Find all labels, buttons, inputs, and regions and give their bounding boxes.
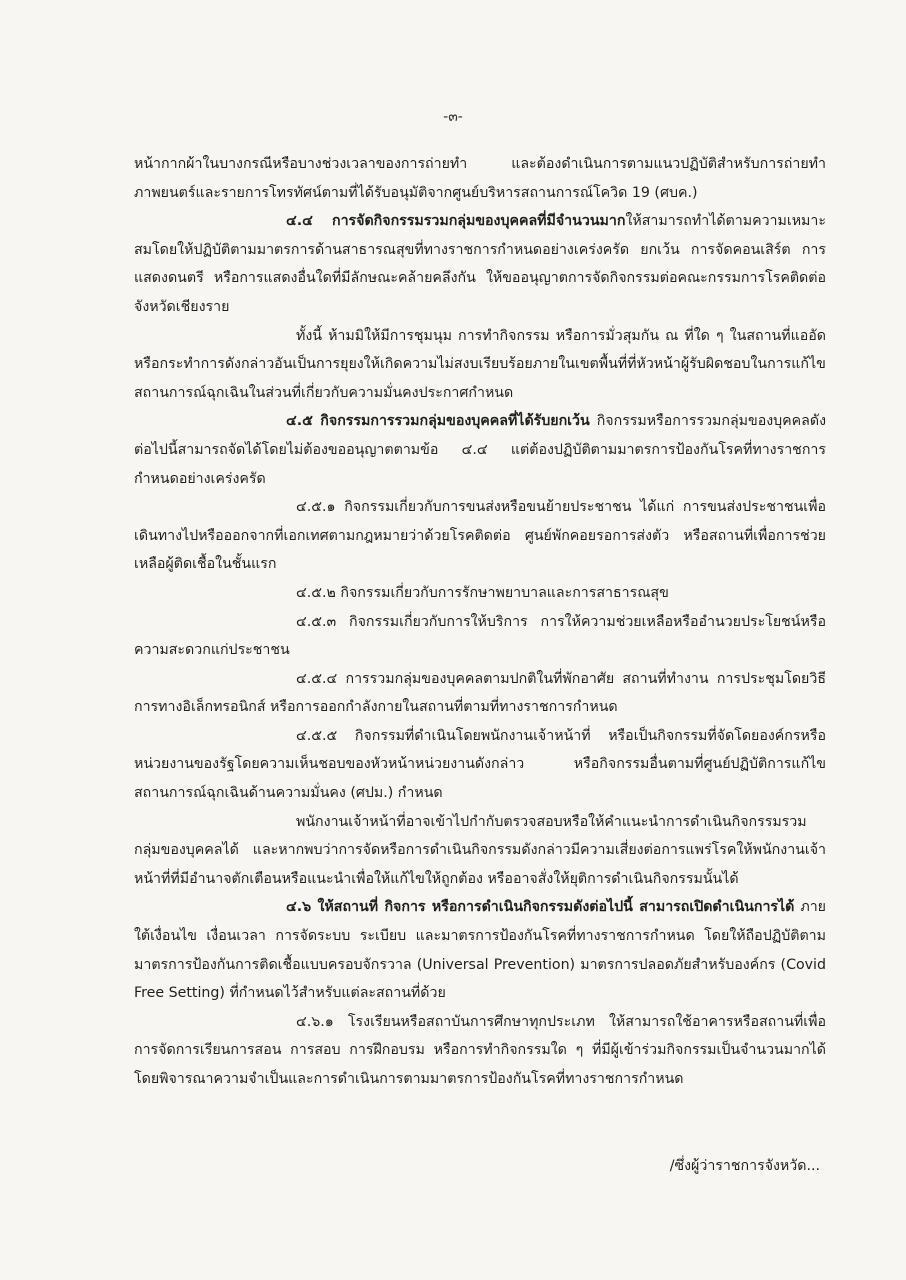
section-4-4 bbox=[134, 207, 826, 321]
paragraph-text: ๔.๕.๔ การรวมกลุ่มของบุคคลตามปกติในที่พักอาศัย สถานที่ทำงาน การประชุมโดยวิธีการทางอิเล็กทรอนิกส์ หรือการออกกำลังกายในสถานที่ตามที่ทางราชการกำหนด bbox=[134, 670, 826, 716]
paragraph-mask-filming bbox=[134, 150, 826, 207]
item-4-5-1 bbox=[134, 493, 826, 579]
item-4-5-2 bbox=[134, 579, 826, 608]
paragraph-text: กิจกรรมหรือการรวมกลุ่มของบุคคลดังต่อไปนี้สามารถจัดได้โดยไม่ต้องขออนุญาตตามข้อ ๔.๔ แต่ต้องปฏิบัติตามมาตรการป้องกันโรคที่ทางราชการกำหนดอย่างเคร่งครัด bbox=[134, 413, 826, 487]
paragraph-text: ให้สามารถทำได้ตามความเหมาะสมโดยให้ปฏิบัติตามมาตรการด้านสาธารณสุขที่ทางราชการกำหนดอย่างเคร่งครัด ยกเว้น การจัดคอนเสิร์ต การแสดงดนตรี หรือการแสดงอื่นใดที่มีลักษณะคล้ายคลึงกัน ให้ขออนุญาตการจัดกิจกรรมต่อคณะกรรมการโรคติดต่อจังหวัดเชียงราย bbox=[134, 213, 826, 315]
page-number: -๓- bbox=[443, 109, 463, 125]
continuation-note: /ซึ่งผู้ว่าราชการจังหวัด... bbox=[669, 1158, 820, 1174]
section-4-5 bbox=[134, 407, 826, 493]
item-4-5-4 bbox=[134, 665, 826, 722]
document-body bbox=[134, 150, 826, 1094]
section-heading: ๔.๔ การจัดกิจกรรมรวมกลุ่มของบุคคลที่มีจำนวนมาก bbox=[286, 213, 626, 230]
section-4-6 bbox=[134, 893, 826, 1007]
item-4-5-5 bbox=[134, 722, 826, 808]
paragraph-text: ภายใต้เงื่อนไข เงื่อนเวลา การจัดระบบ ระเบียบ และมาตรการป้องกันโรคที่ทางราชการกำหนด โดยให้ถือปฏิบัติตามมาตรการป้องกันการติดเชื้อแบบครอบจักรวาล (Universal Prevention) มาตรการปลอดภัยสำหรับองค์กร (Covid Free Setting) ที่กำหนดไว้สำหรับแต่ละสถานที่ด้วย bbox=[134, 899, 826, 1002]
paragraph-text: ๔.๕.๓ กิจกรรมเกี่ยวกับการให้บริการ การให้ความช่วยเหลือหรืออำนวยประโยชน์หรือความสะดวกแก่ประชาชน bbox=[134, 613, 826, 659]
item-4-6-1 bbox=[134, 1008, 826, 1094]
paragraph-officer-oversight bbox=[134, 808, 826, 894]
item-4-5-3 bbox=[134, 608, 826, 665]
paragraph-text: ๔.๕.๑ กิจกรรมเกี่ยวกับการขนส่งหรือขนย้ายประชาชน ได้แก่ การขนส่งประชาชนเพื่อเดินทางไปหรือออกจากที่เอกเทศตามกฎหมายว่าด้วยโรคติดต่อ ศูนย์พักคอยรอการส่งตัว หรือสถานที่เพื่อการช่วยเหลือผู้ติดเชื้อในชั้นแรก bbox=[134, 499, 826, 573]
section-heading: ๔.๖ ให้สถานที่ กิจการ หรือการดำเนินกิจกรรมดังต่อไปนี้ สามารถเปิดดำเนินการได้ bbox=[286, 899, 795, 916]
paragraph-gathering-ban bbox=[134, 322, 826, 408]
paragraph-text: ทั้งนี้ ห้ามมิให้มีการชุมนุม การทำกิจกรรม หรือการมั่วสุมกัน ณ ที่ใด ๆ ในสถานที่แออัด หรือกระทำการดังกล่าวอันเป็นการยุยงให้เกิดความไม่สงบเรียบร้อยภายในเขตพื้นที่ที่หัวหน้าผู้รับผิดชอบในการแก้ไขสถานการณ์ฉุกเฉินในส่วนที่เกี่ยวกับความมั่นคงประกาศกำหนด bbox=[134, 327, 826, 401]
paragraph-text: หน้ากากผ้าในบางกรณีหรือบางช่วงเวลาของการถ่ายทำ และต้องดำเนินการตามแนวปฏิบัติสำหรับการถ่ายทำภาพยนตร์และรายการโทรทัศน์ตามที่ได้รับอนุมัติจากศูนย์บริหารสถานการณ์โควิด 19 (ศบค.) bbox=[134, 156, 826, 201]
paragraph-text: ๔.๕.๕ กิจกรรมที่ดำเนินโดยพนักงานเจ้าหน้าที่ หรือเป็นกิจกรรมที่จัดโดยองค์กรหรือหน่วยงานของรัฐโดยความเห็นชอบของหัวหน้าหน่วยงานดังกล่าว หรือกิจกรรมอื่นตามที่ศูนย์ปฏิบัติการแก้ไขสถานการณ์ฉุกเฉินด้านความมั่นคง (ศปม.) กำหนด bbox=[134, 727, 826, 802]
paragraph-text: พนักงานเจ้าหน้าที่อาจเข้าไปกำกับตรวจสอบหรือให้คำแนะนำการดำเนินกิจกรรมรวมกลุ่มของบุคคลได้ และหากพบว่าการจัดหรือการดำเนินกิจกรรมดังกล่าวมีความเสี่ยงต่อการแพร่โรคให้พนักงานเจ้าหน้าที่ที่มีอำนาจตักเตือนหรือแนะนำเพื่อให้แก้ไขให้ถูกต้อง หรืออาจสั่งให้ยุติการดำเนินกิจกรรมนั้นได้ bbox=[134, 813, 826, 887]
paragraph-text: ๔.๕.๒ กิจกรรมเกี่ยวกับการรักษาพยาบาลและการสาธารณสุข bbox=[296, 584, 669, 601]
paragraph-text: ๔.๖.๑ โรงเรียนหรือสถาบันการศึกษาทุกประเภท ให้สามารถใช้อาคารหรือสถานที่เพื่อการจัดการเรียนการสอน การสอบ การฝึกอบรม หรือการทำกิจกรรมใด ๆ ที่มีผู้เข้าร่วมกิจกรรมเป็นจำนวนมากได้ โดยพิจารณาความจำเป็นและการดำเนินการตามมาตรการป้องกันโรคที่ทางราชการกำหนด bbox=[134, 1013, 826, 1087]
section-heading: ๔.๕ กิจกรรมการรวมกลุ่มของบุคคลที่ได้รับยกเว้น bbox=[286, 413, 590, 430]
